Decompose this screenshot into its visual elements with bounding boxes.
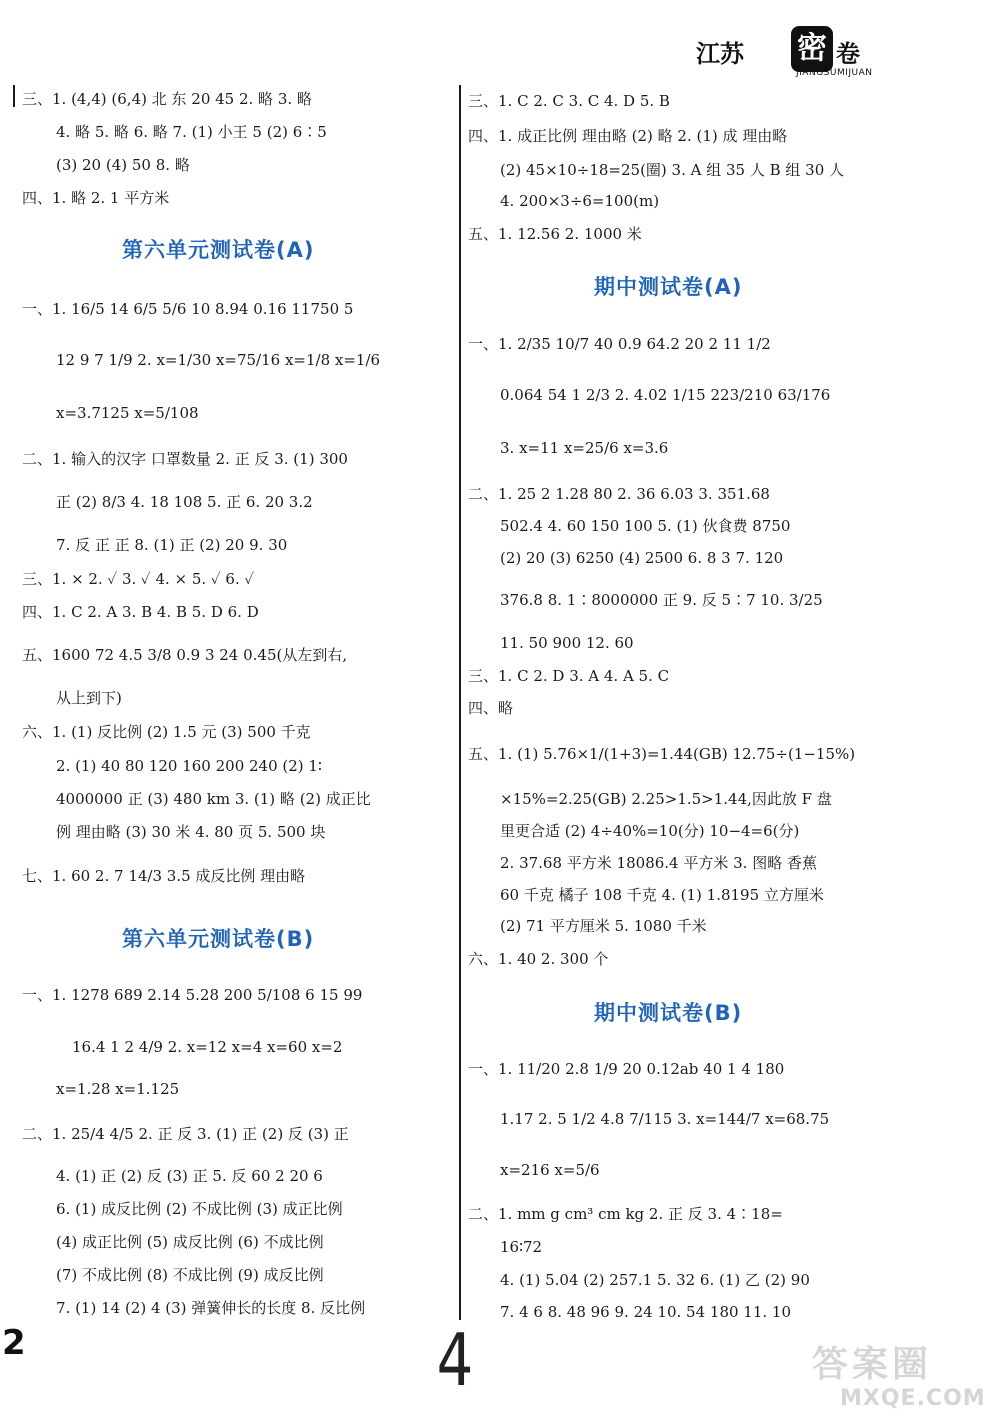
text-line: x=216 x=5/6 [500,1161,600,1179]
text-line: 例 理由略 (3) 30 米 4. 80 页 5. 500 块 [56,823,326,841]
text-line: 4000000 正 (3) 480 km 3. (1) 略 (2) 成正比 [56,790,371,808]
text-line: 12 9 7 1/9 2. x=1/30 x=75/16 x=1/8 x=1/6 [56,351,381,369]
section-title-midterm-b: 期中测试卷(B) [594,1001,743,1025]
text-line: 502.4 4. 60 150 100 5. (1) 伙食费 8750 [500,517,791,535]
text-line: 60 千克 橘子 108 千克 4. (1) 1.8195 立方厘米 [500,886,824,904]
text-line: 六、1. (1) 反比例 (2) 1.5 元 (3) 500 千克 [22,723,311,741]
watermark-top-text: 答案圈 [812,1344,933,1385]
brand-seal: 密 [791,26,833,72]
text-line: 五、1. (1) 5.76×1/(1+3)=1.44(GB) 12.75÷(1−15%) [468,745,856,763]
page-number: 2 [2,1323,26,1363]
text-line: 六、1. 40 2. 300 个 [468,950,609,968]
text-line: 里更合适 (2) 4÷40%=10(分) 10−4=6(分) [500,822,800,840]
text-line: 正 (2) 8/3 4. 18 108 5. 正 6. 20 3.2 [56,493,313,511]
brand-left-text: 江苏 [696,39,744,68]
text-line: ×15%=2.25(GB) 2.25>1.5>1.44,因此放 F 盘 [500,790,832,808]
text-line: 4. 200×3÷6=100(m) [500,192,660,210]
text-line: 三、1. × 2. ✓ 3. ✓ 4. × 5. ✓ 6. ✓ [22,570,255,588]
text-line: 一、1. 2/35 10/7 40 0.9 64.2 20 2 11 1/2 [468,335,771,353]
brand-pinyin: JIANGSUMIJUAN [796,68,873,78]
text-line: 三、1. C 2. D 3. A 4. A 5. C [468,667,670,685]
text-line: 1.17 2. 5 1/2 4.8 7/115 3. x=144/7 x=68.75 [500,1110,830,1128]
text-line: 4. (1) 正 (2) 反 (3) 正 5. 反 60 2 20 6 [56,1167,323,1185]
section-title-unit6b: 第六单元测试卷(B) [122,927,315,951]
text-line: 一、1. 16/5 14 6/5 5/6 10 8.94 0.16 11750 5 [22,300,354,318]
watermark-bottom-text: MXQE.COM [840,1386,986,1411]
handwritten-mark: 4 [436,1318,474,1402]
text-line: (7) 不成比例 (8) 不成比例 (9) 成反比例 [56,1266,324,1284]
text-line: (2) 20 (3) 6250 (4) 2500 6. 8 3 7. 120 [500,549,784,567]
text-line: 一、1. 1278 689 2.14 5.28 200 5/108 6 15 99 [22,986,363,1004]
text-line: 七、1. 60 2. 7 14/3 3.5 成反比例 理由略 [22,867,306,885]
text-line: (3) 20 (4) 50 8. 略 [56,156,190,174]
text-line: 16∶72 [500,1238,543,1256]
text-line: 7. (1) 14 (2) 4 (3) 弹簧伸长的长度 8. 反比例 [56,1299,366,1317]
text-line: 7. 4 6 8. 48 96 9. 24 10. 54 180 11. 10 [500,1303,792,1321]
text-line: 三、1. C 2. C 3. C 4. D 5. B [468,92,670,110]
text-line: 4. (1) 5.04 (2) 257.1 5. 32 6. (1) 乙 (2) 90 [500,1271,810,1289]
section-title-midterm-a: 期中测试卷(A) [594,275,743,299]
text-line: 376.8 8. 1∶8000000 正 9. 反 5∶7 10. 3/25 [500,591,823,609]
text-line: 2. 37.68 平方米 18086.4 平方米 3. 图略 香蕉 [500,854,817,872]
text-line: 二、1. 输入的汉字 口罩数量 2. 正 反 3. (1) 300 [22,450,348,468]
text-line: (2) 45×10÷18=25(圈) 3. A 组 35 人 B 组 30 人 [500,161,845,179]
text-line: 五、1. 12.56 2. 1000 米 [468,225,642,243]
text-line: (2) 71 平方厘米 5. 1080 千米 [500,917,707,935]
column-divider [459,85,461,1320]
text-line: 11. 50 900 12. 60 [500,634,634,652]
text-line: 一、1. 11/20 2.8 1/9 20 0.12ab 40 1 4 180 [468,1060,785,1078]
text-line: x=1.28 x=1.125 [56,1080,180,1098]
text-line: 2. (1) 40 80 120 160 200 240 (2) 1∶ [56,757,322,775]
text-line: 二、1. 25/4 4/5 2. 正 反 3. (1) 正 (2) 反 (3) 正 [22,1125,349,1143]
brand-right-text: 卷 [836,39,860,68]
text-line: 五、1600 72 4.5 3/8 0.9 3 24 0.45(从左到右, [22,646,348,664]
text-line: 四、1. 略 2. 1 平方米 [22,189,170,207]
text-line: 四、略 [468,699,514,717]
text-line: 3. x=11 x=25/6 x=3.6 [500,439,669,457]
text-line: 三、1. (4,4) (6,4) 北 东 20 45 2. 略 3. 略 [22,90,312,108]
text-line: 四、1. 成正比例 理由略 (2) 略 2. (1) 成 理由略 [468,127,788,145]
section-title-unit6a: 第六单元测试卷(A) [122,238,315,262]
left-margin-mark [13,85,15,107]
text-line: x=3.7125 x=5/108 [56,404,199,422]
watermark [806,1336,996,1421]
text-line: 0.064 54 1 2/3 2. 4.02 1/15 223/210 63/176 [500,386,831,404]
text-line: (4) 成正比例 (5) 成反比例 (6) 不成比例 [56,1233,324,1251]
text-line: 4. 略 5. 略 6. 略 7. (1) 小王 5 (2) 6∶5 [56,123,327,141]
text-line: 7. 反 正 正 8. (1) 正 (2) 20 9. 30 [56,536,288,554]
text-line: 从上到下) [56,689,122,707]
text-line: 6. (1) 成反比例 (2) 不成比例 (3) 成正比例 [56,1200,343,1218]
text-line: 二、1. 25 2 1.28 80 2. 36 6.03 3. 351.68 [468,485,770,503]
text-line: 四、1. C 2. A 3. B 4. B 5. D 6. D [22,603,259,621]
brand-logo [696,30,911,85]
text-line: 二、1. mm g cm³ cm kg 2. 正 反 3. 4∶18= [468,1205,783,1223]
text-line: 16.4 1 2 4/9 2. x=12 x=4 x=60 x=2 [72,1038,343,1056]
